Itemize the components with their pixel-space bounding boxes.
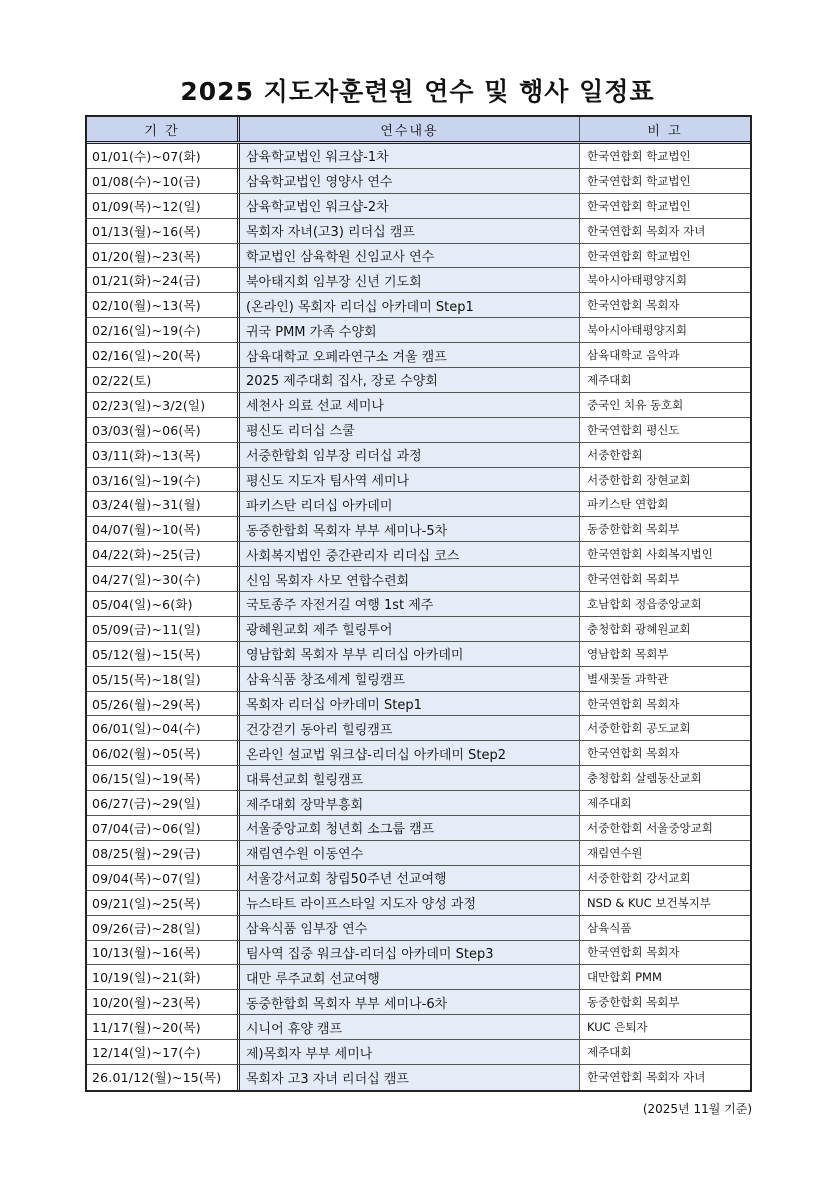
note-cell: 한국연합회 학교법인 — [587, 248, 691, 263]
header-period: 기 간 — [87, 117, 240, 141]
table-row — [87, 667, 750, 692]
content-cell: 목회자 자녀(고3) 리더십 캠프 — [240, 219, 580, 243]
content-cell: 세천사 의료 선교 세미나 — [240, 393, 580, 417]
period-cell: 02/22(토) — [87, 368, 240, 392]
table-row — [87, 617, 750, 642]
header-note: 비 고 — [647, 123, 683, 139]
note-cell: 제주대회 — [587, 796, 632, 811]
table-row — [87, 692, 750, 717]
note-cell: 재림연수원 — [587, 845, 643, 860]
note-cell: 충청합회 살렘동산교회 — [587, 771, 702, 786]
note-cell: 서중한합회 장현교회 — [587, 472, 691, 487]
content-cell: 동중한합회 목회자 부부 세미나-5차 — [240, 517, 580, 541]
table-row — [87, 293, 750, 318]
note-cell: 한국연합회 학교법인 — [587, 148, 691, 163]
note-cell: 한국연합회 목회자 — [587, 696, 680, 711]
content-cell: 사회복지법인 중간관리자 리더십 코스 — [240, 542, 580, 566]
table-row — [87, 169, 750, 194]
period-cell: 01/09(목)~12(일) — [87, 194, 240, 218]
period-cell: 06/02(월)~05(목) — [87, 741, 240, 765]
table-row — [87, 716, 750, 741]
note-cell: 한국연합회 학교법인 — [587, 198, 691, 213]
content-cell: 국토종주 자전거길 여행 1st 제주 — [240, 592, 580, 616]
period-cell: 05/15(목)~18(일) — [87, 667, 240, 691]
period-cell: 04/22(화)~25(금) — [87, 542, 240, 566]
table-row — [87, 916, 750, 941]
period-cell: 01/21(화)~24(금) — [87, 268, 240, 292]
table-row — [87, 990, 750, 1015]
content-cell: 제주대회 장막부흥회 — [240, 791, 580, 815]
table-row — [87, 841, 750, 866]
period-cell: 10/20(월)~23(목) — [87, 990, 240, 1014]
period-cell: 02/23(일)~3/2(일) — [87, 393, 240, 417]
note-cell: 동중한합회 목회부 — [587, 522, 680, 537]
period-cell: 05/26(월)~29(목) — [87, 692, 240, 716]
note-cell: 한국연합회 목회자 자녀 — [587, 1070, 706, 1085]
table-row — [87, 567, 750, 592]
period-cell: 06/01(일)~04(수) — [87, 716, 240, 740]
table-row — [87, 816, 750, 841]
content-cell: (온라인) 목회자 리더십 아카데미 Step1 — [240, 293, 580, 317]
period-cell: 03/11(화)~13(목) — [87, 443, 240, 467]
note-cell: 한국연합회 목회부 — [587, 572, 680, 587]
note-cell: 제주대회 — [587, 1045, 632, 1059]
content-cell: 제)목회자 부부 세미나 — [240, 1040, 580, 1064]
content-cell: 학교법인 삼육학원 신임교사 연수 — [240, 244, 580, 268]
content-cell: 삼육학교법인 워크샵-2차 — [240, 194, 580, 218]
note-cell: 한국연합회 목회자 — [587, 298, 680, 313]
content-cell: 서울중앙교회 청년회 소그룹 캠프 — [240, 816, 580, 840]
content-cell: 서울강서교회 창립50주년 선교여행 — [240, 866, 580, 890]
period-cell: 06/15(일)~19(목) — [87, 766, 240, 790]
schedule-table — [85, 115, 752, 1092]
note-cell: 삼육대학교 음악과 — [587, 348, 680, 363]
content-cell: 삼육학교법인 영양사 연수 — [240, 169, 580, 193]
note-cell: 북아시아태평양지회 — [587, 273, 687, 288]
table-row — [87, 1040, 750, 1065]
period-cell: 05/12(월)~15(목) — [87, 642, 240, 666]
note-cell: 동중한합회 목회부 — [587, 995, 680, 1010]
period-cell: 03/16(일)~19(수) — [87, 468, 240, 492]
content-cell: 대만 루주교회 선교여행 — [240, 965, 580, 989]
note-cell: 별새꽃돌 과학관 — [587, 671, 669, 686]
period-cell: 08/25(월)~29(금) — [87, 841, 240, 865]
period-cell: 05/09(금)~11(일) — [87, 617, 240, 641]
period-cell: 10/19(일)~21(화) — [87, 965, 240, 989]
table-header — [87, 117, 750, 144]
note-cell: 파키스탄 연합회 — [587, 497, 669, 512]
content-cell: 삼육식품 창조세계 힐링캠프 — [240, 667, 580, 691]
content-cell: 건강걷기 동아리 힐링캠프 — [240, 716, 580, 740]
content-cell: 목회자 고3 자녀 리더십 캠프 — [240, 1065, 580, 1090]
table-row — [87, 791, 750, 816]
content-cell: 대륙선교회 힐링캠프 — [240, 766, 580, 790]
table-row — [87, 965, 750, 990]
table-row — [87, 268, 750, 293]
note-cell: 제주대회 — [587, 372, 632, 387]
period-cell: 06/27(금)~29(일) — [87, 791, 240, 815]
content-cell: 목회자 리더십 아카데미 Step1 — [240, 692, 580, 716]
content-cell: 북아태지회 임부장 신년 기도회 — [240, 268, 580, 292]
note-cell: 서중한합회 공도교회 — [587, 721, 691, 736]
table-row — [87, 1065, 750, 1090]
content-cell: 시니어 휴양 캠프 — [240, 1015, 580, 1039]
period-cell: 09/26(금)~28(일) — [87, 916, 240, 940]
content-cell: 삼육식품 임부장 연수 — [240, 916, 580, 940]
note-cell: 대만합회 PMM — [587, 970, 662, 985]
table-row — [87, 766, 750, 791]
table-row — [87, 194, 750, 219]
header-content: 연수내용 — [240, 117, 580, 141]
content-cell: 서중한합회 임부장 리더십 과정 — [240, 443, 580, 467]
page-title: 2025 지도자훈련원 연수 및 행사 일정표 — [180, 77, 655, 106]
note-cell: 한국연합회 평신도 — [587, 422, 680, 437]
period-cell: 09/04(목)~07(일) — [87, 866, 240, 890]
table-row — [87, 343, 750, 368]
reference-date-note: (2025년 11월 기준) — [642, 1102, 752, 1116]
period-cell: 09/21(일)~25(목) — [87, 891, 240, 915]
note-cell: 서중한합회 서울중앙교회 — [587, 820, 713, 835]
content-cell: 귀국 PMM 가족 수양회 — [240, 318, 580, 342]
table-row — [87, 642, 750, 667]
table-row — [87, 741, 750, 766]
content-cell: 동중한합회 목회자 부부 세미나-6차 — [240, 990, 580, 1014]
content-cell: 파키스탄 리더십 아카데미 — [240, 492, 580, 516]
content-cell: 삼육학교법인 워크샵-1차 — [240, 144, 580, 168]
content-cell: 뉴스타트 라이프스타일 지도자 양성 과정 — [240, 891, 580, 915]
table-row — [87, 492, 750, 517]
period-cell: 04/07(월)~10(목) — [87, 517, 240, 541]
content-cell: 평신도 지도자 팀사역 세미나 — [240, 468, 580, 492]
content-cell: 영남합회 목회자 부부 리더십 아카데미 — [240, 642, 580, 666]
content-cell: 평신도 리더십 스쿨 — [240, 418, 580, 442]
period-cell: 01/20(월)~23(목) — [87, 244, 240, 268]
content-cell: 삼육대학교 오페라연구소 겨울 캠프 — [240, 343, 580, 367]
period-cell: 07/04(금)~06(일) — [87, 816, 240, 840]
period-cell: 01/08(수)~10(금) — [87, 169, 240, 193]
content-cell: 온라인 설교법 워크샵-리더십 아카데미 Step2 — [240, 741, 580, 765]
table-row — [87, 592, 750, 617]
period-cell: 04/27(일)~30(수) — [87, 567, 240, 591]
note-cell: 삼육식품 — [587, 920, 632, 935]
period-cell: 03/03(월)~06(목) — [87, 418, 240, 442]
table-row — [87, 941, 750, 966]
table-row — [87, 891, 750, 916]
table-row — [87, 517, 750, 542]
period-cell: 05/04(일)~6(화) — [87, 592, 240, 616]
period-cell: 12/14(일)~17(수) — [87, 1040, 240, 1064]
content-cell: 2025 제주대회 집사, 장로 수양회 — [240, 368, 580, 392]
note-cell: 영남합회 목회부 — [587, 646, 669, 661]
table-row — [87, 1015, 750, 1040]
period-cell: 02/16(일)~20(목) — [87, 343, 240, 367]
note-cell: 한국연합회 목회자 — [587, 746, 680, 761]
period-cell: 02/16(일)~19(수) — [87, 318, 240, 342]
period-cell: 26.01/12(월)~15(목) — [87, 1065, 240, 1090]
period-cell: 02/10(월)~13(목) — [87, 293, 240, 317]
note-cell: NSD & KUC 보건복지부 — [587, 895, 711, 910]
content-cell: 광혜원교회 제주 힐링투어 — [240, 617, 580, 641]
note-cell: 한국연합회 사회복지법인 — [587, 547, 713, 562]
period-cell: 01/01(수)~07(화) — [87, 144, 240, 168]
period-cell: 11/17(월)~20(목) — [87, 1015, 240, 1039]
table-row — [87, 219, 750, 244]
note-cell: 호남합회 정읍중앙교회 — [587, 596, 702, 611]
period-cell: 10/13(월)~16(목) — [87, 941, 240, 965]
content-cell: 팀사역 집중 워크샵-리더십 아카데미 Step3 — [240, 941, 580, 965]
note-cell: 충청합회 광혜원교회 — [587, 621, 691, 636]
note-cell: 한국연합회 목회자 자녀 — [587, 223, 706, 238]
table-row — [87, 144, 750, 169]
content-cell: 재림연수원 이동연수 — [240, 841, 580, 865]
table-row — [87, 244, 750, 269]
note-cell: KUC 은퇴자 — [587, 1020, 648, 1035]
note-cell: 한국연합회 학교법인 — [587, 173, 691, 188]
period-cell: 03/24(월)~31(월) — [87, 492, 240, 516]
table-row — [87, 318, 750, 343]
table-row — [87, 418, 750, 443]
note-cell: 북아시아태평양지회 — [587, 323, 687, 338]
note-cell: 서중한합회 강서교회 — [587, 870, 691, 885]
table-row — [87, 443, 750, 468]
note-cell: 서중한합회 — [587, 447, 643, 462]
table-row — [87, 368, 750, 393]
table-row — [87, 393, 750, 418]
note-cell: 한국연합회 목회자 — [587, 945, 680, 960]
period-cell: 01/13(월)~16(목) — [87, 219, 240, 243]
note-cell: 중국인 치유 동호회 — [587, 397, 684, 412]
content-cell: 신임 목회자 사모 연합수련회 — [240, 567, 580, 591]
table-row — [87, 468, 750, 493]
table-row — [87, 866, 750, 891]
table-row — [87, 542, 750, 567]
